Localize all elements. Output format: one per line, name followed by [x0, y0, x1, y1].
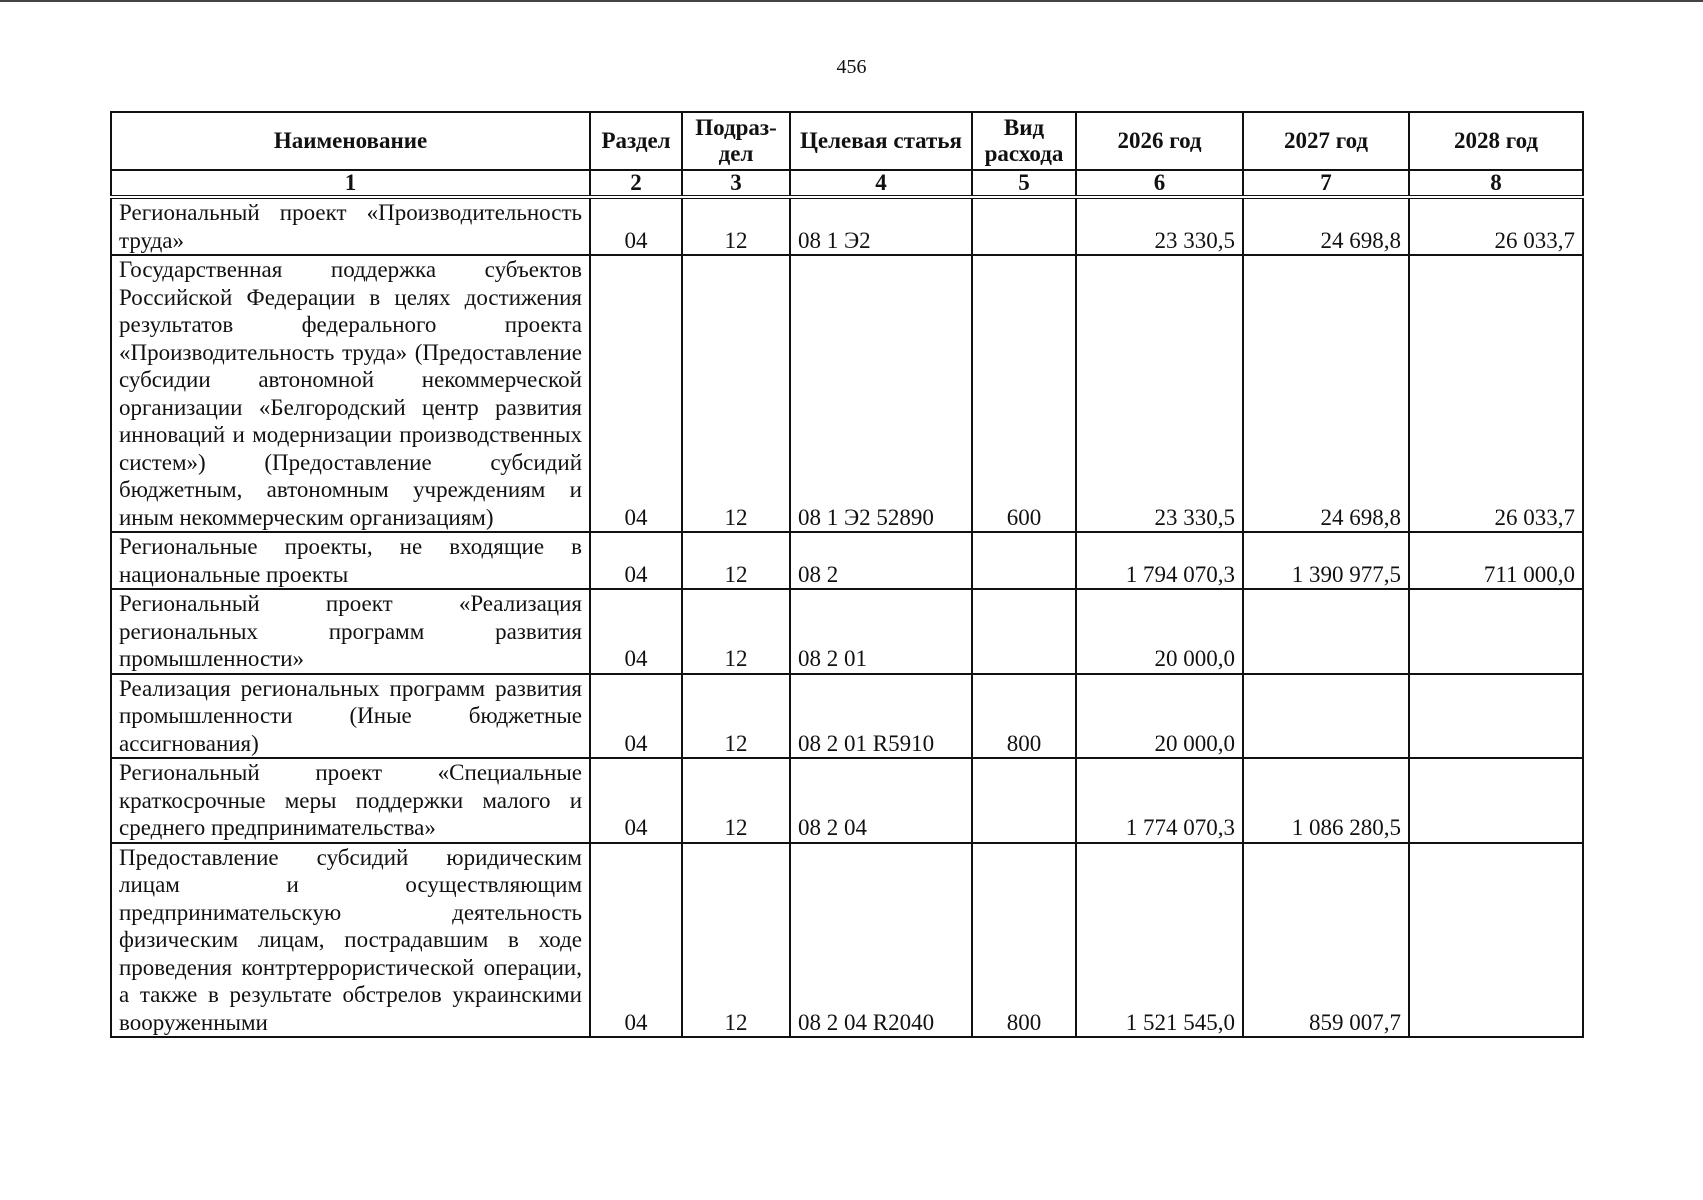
- row-2028-cell: 711 000,0: [1409, 532, 1583, 589]
- row-name-cell: Предоставление субсидий юридическим лицам и осуществляющим предпринимательскую деятельность физическим лицам, пострадавшим в ходе проведения контртеррористической операции, а также в результате обстрелов украинскими вооруженными: [111, 843, 590, 1038]
- row-expense-type-cell: [972, 758, 1076, 843]
- row-subsection-cell: 12: [682, 589, 790, 674]
- row-2026-cell: 20 000,0: [1076, 589, 1243, 674]
- column-number: 5: [972, 170, 1076, 197]
- row-2026-cell: 20 000,0: [1076, 674, 1243, 759]
- row-2027-cell: 859 007,7: [1243, 843, 1409, 1038]
- table-row: [111, 758, 1583, 843]
- table-body: [111, 197, 1583, 1037]
- row-2026-cell: 1 774 070,3: [1076, 758, 1243, 843]
- row-subsection-cell: 12: [682, 758, 790, 843]
- table-row: [111, 255, 1583, 532]
- top-edge-rule: [0, 0, 1703, 2]
- row-section-cell: 04: [590, 758, 682, 843]
- row-2028-cell: [1409, 589, 1583, 674]
- header-year-2026: 2026 год: [1076, 112, 1243, 170]
- row-target-article-cell: 08 2: [790, 532, 972, 589]
- header-subsection: Подраз-дел: [682, 112, 790, 170]
- column-number: 7: [1243, 170, 1409, 197]
- column-number: 6: [1076, 170, 1243, 197]
- row-subsection-cell: 12: [682, 532, 790, 589]
- row-name-cell: Региональные проекты, не входящие в национальные проекты: [111, 532, 590, 589]
- header-year-2028: 2028 год: [1409, 112, 1583, 170]
- row-expense-type-cell: [972, 197, 1076, 255]
- row-name-cell: Региональный проект «Специальные краткосрочные меры поддержки малого и среднего предпринимательства»: [111, 758, 590, 843]
- row-target-article-cell: 08 2 04: [790, 758, 972, 843]
- row-subsection-cell: 12: [682, 255, 790, 532]
- page-number: 456: [836, 56, 867, 78]
- row-2027-cell: 1 086 280,5: [1243, 758, 1409, 843]
- row-section-cell: 04: [590, 843, 682, 1038]
- row-expense-type-cell: [972, 589, 1076, 674]
- column-number: 8: [1409, 170, 1583, 197]
- table-row: [111, 589, 1583, 674]
- row-2026-cell: 1 794 070,3: [1076, 532, 1243, 589]
- column-number-row: [111, 170, 1583, 197]
- table-row: [111, 843, 1583, 1038]
- row-2027-cell: 24 698,8: [1243, 197, 1409, 255]
- table-row: [111, 197, 1583, 255]
- row-name-cell: Реализация региональных программ развития промышленности (Иные бюджетные ассигнования): [111, 674, 590, 759]
- row-2028-cell: 26 033,7: [1409, 197, 1583, 255]
- row-subsection-cell: 12: [682, 843, 790, 1038]
- row-2028-cell: 26 033,7: [1409, 255, 1583, 532]
- row-name-cell: Региональный проект «Производительность труда»: [111, 197, 590, 255]
- row-name-cell: Государственная поддержка субъектов Российской Федерации в целях достижения результатов федерального проекта «Производительность труда» (Предоставление субсидии автономной некоммерческой организации «Белгородский центр развития инноваций и модернизации производственных систем») (Предоставление субсидий бюджетным, автономным учреждениям и иным некоммерческим организациям): [111, 255, 590, 532]
- column-number: 1: [111, 170, 590, 197]
- row-expense-type-cell: 800: [972, 674, 1076, 759]
- header-year-2027: 2027 год: [1243, 112, 1409, 170]
- column-number: 3: [682, 170, 790, 197]
- row-section-cell: 04: [590, 532, 682, 589]
- row-2026-cell: 23 330,5: [1076, 255, 1243, 532]
- budget-table: [110, 111, 1584, 1038]
- row-2028-cell: [1409, 674, 1583, 759]
- row-section-cell: 04: [590, 589, 682, 674]
- row-target-article-cell: 08 2 04 R2040: [790, 843, 972, 1038]
- row-section-cell: 04: [590, 674, 682, 759]
- header-expense-type: Вид расхода: [972, 112, 1076, 170]
- row-expense-type-cell: [972, 532, 1076, 589]
- table-header-row: [111, 112, 1583, 170]
- row-subsection-cell: 12: [682, 197, 790, 255]
- row-target-article-cell: 08 2 01 R5910: [790, 674, 972, 759]
- table-row: [111, 674, 1583, 759]
- table-row: [111, 532, 1583, 589]
- row-section-cell: 04: [590, 197, 682, 255]
- row-2027-cell: [1243, 589, 1409, 674]
- row-subsection-cell: 12: [682, 674, 790, 759]
- row-section-cell: 04: [590, 255, 682, 532]
- row-expense-type-cell: 800: [972, 843, 1076, 1038]
- row-2026-cell: 1 521 545,0: [1076, 843, 1243, 1038]
- row-2027-cell: 24 698,8: [1243, 255, 1409, 532]
- header-target-article: Целевая статья: [790, 112, 972, 170]
- header-name: Наименование: [111, 112, 590, 170]
- row-2028-cell: [1409, 843, 1583, 1038]
- row-2026-cell: 23 330,5: [1076, 197, 1243, 255]
- row-2027-cell: 1 390 977,5: [1243, 532, 1409, 589]
- row-target-article-cell: 08 1 Э2 52890: [790, 255, 972, 532]
- column-number: 2: [590, 170, 682, 197]
- row-target-article-cell: 08 2 01: [790, 589, 972, 674]
- row-2028-cell: [1409, 758, 1583, 843]
- row-name-cell: Региональный проект «Реализация региональных программ развития промышленности»: [111, 589, 590, 674]
- header-section: Раздел: [590, 112, 682, 170]
- column-number: 4: [790, 170, 972, 197]
- row-expense-type-cell: 600: [972, 255, 1076, 532]
- row-2027-cell: [1243, 674, 1409, 759]
- row-target-article-cell: 08 1 Э2: [790, 197, 972, 255]
